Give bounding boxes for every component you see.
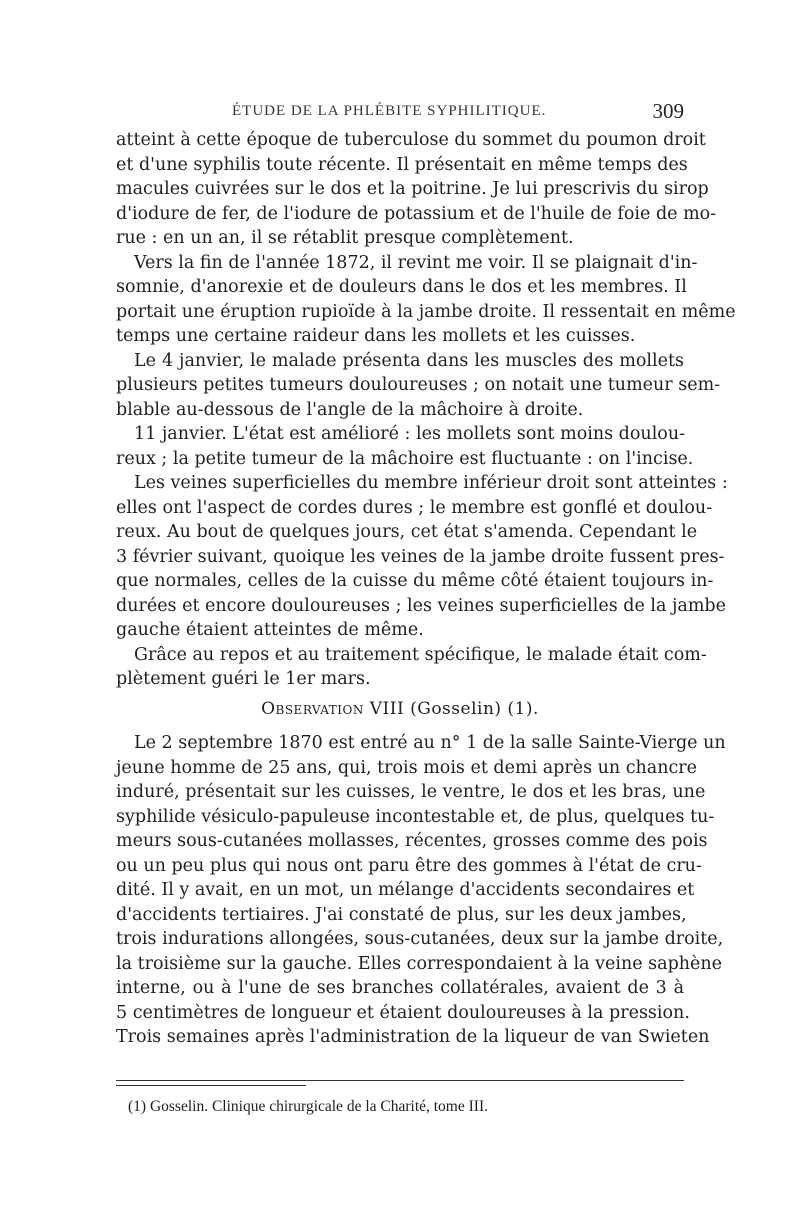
paragraph — [116, 128, 717, 251]
text-line: d'iodure de fer, de l'iodure de potassium et de l'huile de foie de mo- — [116, 203, 717, 224]
text-line: Grâce au repos et au traitement spécifique, le malade était com- — [134, 644, 707, 665]
text-line: la troisième sur la gauche. Elles correspondaient à la veine saphène — [116, 953, 723, 974]
text-line: 11 janvier. L'état est amélioré : les mollets sont moins doulou- — [134, 424, 686, 444]
observation-heading — [116, 697, 684, 722]
body-text — [116, 128, 736, 1050]
text-line: jeune homme de 25 ans, qui, trois mois et demi après un chancre — [116, 757, 698, 778]
text-line: ou un peu plus qui nous ont paru être des gommes à l'état de cru- — [116, 855, 702, 876]
page-number: 309 — [652, 99, 684, 123]
text-line: plètement guéri le 1er mars. — [116, 669, 371, 689]
paragraph — [116, 643, 707, 692]
observation-label: Observation — [261, 698, 364, 719]
paragraph — [116, 422, 694, 471]
text-line: d'accidents tertiaires. J'ai constaté de plus, sur les deux jambes, — [116, 904, 687, 925]
paragraph — [116, 349, 721, 423]
text-line: meurs sous-cutanées mollasses, récentes, grosses comme des pois — [116, 831, 708, 851]
footnote-separator — [116, 1080, 684, 1090]
text-line: Le 4 janvier, le malade présenta dans les muscles des mollets — [134, 350, 684, 371]
text-line: trois indurations allongées, sous-cutanées, deux sur la jambe droite, — [116, 929, 724, 949]
text-line: dité. Il y avait, en un mot, un mélange d'accidents secondaires et — [116, 880, 695, 900]
text-line: rue : en un an, il se rétablit presque complètement. — [116, 228, 574, 248]
separator-rule-short — [116, 1085, 306, 1086]
footnote: (1) Gosselin. Clinique chirurgicale de la Charité, tome III. — [128, 1098, 488, 1115]
text-line: syphilide vésiculo-papuleuse incontestable et, de plus, quelques tu- — [116, 806, 715, 827]
text-line: portait une éruption rupioïde à la jambe droite. Il ressentait en même — [116, 301, 736, 322]
text-line: macules cuivrées sur le dos et la poitrine. Je lui prescrivis du sirop — [116, 179, 709, 199]
text-line: temps une certaine raideur dans les mollets et les cuisses. — [116, 326, 636, 346]
text-line: Vers la fin de l'année 1872, il revint me voir. Il se plaignait d'in- — [134, 252, 698, 273]
text-line: reux ; la petite tumeur de la mâchoire est fluctuante : on l'incise. — [116, 448, 694, 469]
text-line: Le 2 septembre 1870 est entré au n° 1 de la salle Sainte-Vierge un — [134, 733, 726, 753]
paragraph — [116, 471, 728, 643]
text-line: 5 centimètres de longueur et étaient douloureuses à la pression. — [116, 1002, 690, 1023]
paragraph — [116, 731, 726, 1050]
text-line: plusieurs petites tumeurs douloureuses ; on notait une tumeur sem- — [116, 375, 721, 395]
observation-number: VIII (Gosselin) (1). — [369, 698, 539, 719]
text-line: 3 février suivant, quoique les veines de la jambe droite fussent pres- — [116, 546, 725, 567]
text-line: blable au-dessous de l'angle de la mâchoire à droite. — [116, 399, 584, 420]
text-line: que normales, celles de la cuisse du même côté étaient toujours in- — [116, 571, 714, 591]
text-line: et d'une syphilis toute récente. Il présentait en même temps des — [116, 154, 688, 175]
text-line: durées et encore douloureuses ; les veines superficielles de la jambe — [116, 595, 726, 616]
text-line: elles ont l'aspect de cordes dures ; le membre est gonflé et doulou- — [116, 497, 713, 518]
separator-rule — [116, 1080, 684, 1081]
text-line: somnie, d'anorexie et de douleurs dans le dos et les membres. Il — [116, 277, 687, 297]
text-line: Trois semaines après l'administration de la liqueur de van Swieten — [116, 1027, 710, 1047]
text-line: reux. Au bout de quelques jours, cet état s'amenda. Cependant le — [116, 522, 698, 542]
text-line: gauche étaient atteintes de même. — [116, 620, 424, 640]
text-line: induré, présentait sur les cuisses, le ventre, le dos et les bras, une — [116, 782, 706, 802]
paragraph — [116, 251, 736, 349]
text-line: Les veines superficielles du membre inférieur droit sont atteintes : — [134, 473, 728, 493]
text-line: atteint à cette époque de tuberculose du sommet du poumon droit — [116, 130, 706, 150]
page-header — [116, 101, 684, 125]
text-line: interne, ou à l'une de ses branches collatérales, avaient de 3 à — [116, 978, 684, 998]
running-head: ÉTUDE DE LA PHLÉBITE SYPHILITIQUE. — [232, 103, 547, 119]
